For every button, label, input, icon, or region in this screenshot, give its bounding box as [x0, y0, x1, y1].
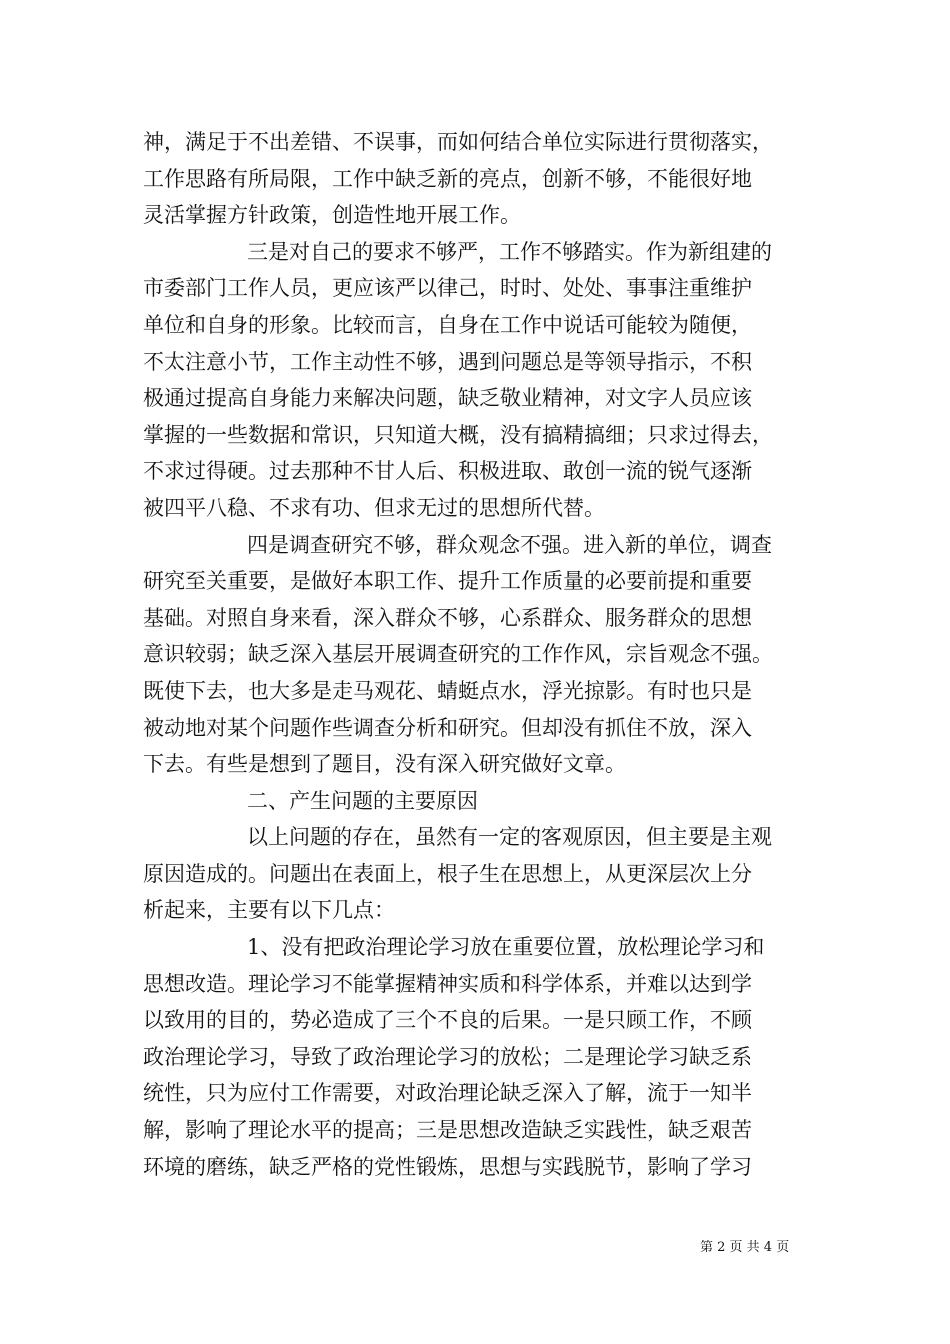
text-line: 掌握的一些数据和常识，只知道大概，没有搞精搞细；只求过得去，	[143, 422, 773, 447]
text-line: 灵活掌握方针政策，创造性地开展工作。	[143, 203, 521, 228]
text-line: 研究至关重要，是做好本职工作、提升工作质量的必要前提和重要	[143, 569, 752, 594]
page-footer: 第 2 页 共 4 页	[700, 1240, 790, 1255]
text-line: 统性，只为应付工作需要，对政治理论缺乏深入了解，流于一知半	[143, 1081, 752, 1106]
text-line: 原因造成的。问题出在表面上，根子生在思想上，从更深层次上分	[143, 861, 752, 886]
document-body	[143, 124, 813, 1185]
text-line: 政治理论学习，导致了政治理论学习的放松；二是理论学习缺乏系	[143, 1044, 752, 1069]
text-line: 以上问题的存在，虽然有一定的客观原因，但主要是主观	[247, 825, 772, 850]
text-line: 下去。有些是想到了题目，没有深入研究做好文章。	[143, 752, 626, 777]
text-line: 既使下去，也大多是走马观花、蜻蜓点水，浮光掠影。有时也只是	[143, 678, 752, 703]
text-line: 思想改造。理论学习不能掌握精神实质和科学体系，并难以达到学	[143, 971, 752, 996]
text-line: 被四平八稳、不求有功、但求无过的思想所代替。	[143, 495, 605, 520]
text-line: 不求过得硬。过去那种不甘人后、积极进取、敢创一流的锐气逐渐	[143, 459, 752, 484]
text-line: 析起来，主要有以下几点：	[143, 898, 395, 923]
text-line: 工作思路有所局限，工作中缺乏新的亮点，创新不够，不能很好地	[143, 166, 752, 191]
text-line: 基础。对照自身来看，深入群众不够，心系群众、服务群众的思想	[143, 605, 752, 630]
text-line: 极通过提高自身能力来解决问题，缺乏敬业精神，对文字人员应该	[143, 386, 752, 411]
text-line: 解，影响了理论水平的提高；三是思想改造缺乏实践性，缺乏艰苦	[143, 1118, 752, 1143]
text-line: 单位和自身的形象。比较而言，自身在工作中说话可能较为随便，	[143, 312, 752, 337]
text-line: 二、产生问题的主要原因	[247, 788, 478, 813]
text-line: 三是对自己的要求不够严，工作不够踏实。作为新组建的	[247, 239, 772, 264]
text-line: 环境的磨练，缺乏严格的党性锻炼，思想与实践脱节，影响了学习	[143, 1154, 752, 1179]
text-line: 1、没有把政治理论学习放在重要位置，放松理论学习和	[247, 935, 765, 960]
text-line: 四是调查研究不够，群众观念不强。进入新的单位，调查	[247, 532, 772, 557]
text-line: 以致用的目的，势必造成了三个不良的后果。一是只顾工作，不顾	[143, 1008, 752, 1033]
text-line: 市委部门工作人员，更应该严以律己，时时、处处、事事注重维护	[143, 276, 752, 301]
text-line: 不太注意小节，工作主动性不够，遇到问题总是等领导指示，不积	[143, 349, 752, 374]
text-line: 被动地对某个问题作些调查分析和研究。但却没有抓住不放，深入	[143, 715, 752, 740]
text-line: 意识较弱；缺乏深入基层开展调查研究的工作作风，宗旨观念不强。	[143, 642, 773, 667]
text-line: 神，满足于不出差错、不误事，而如何结合单位实际进行贯彻落实，	[143, 130, 773, 154]
